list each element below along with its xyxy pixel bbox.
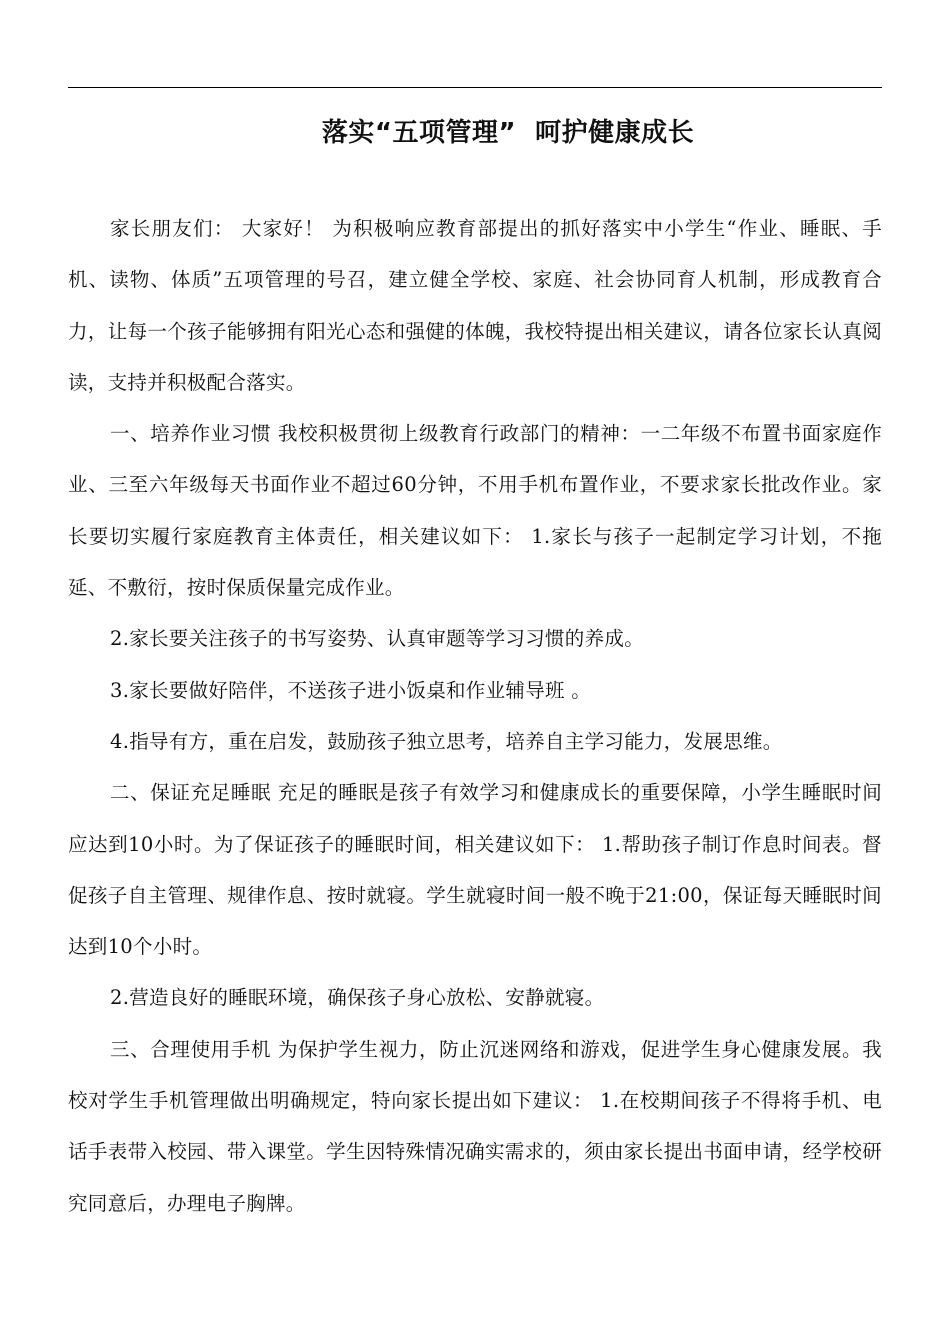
paragraph-homework-item-4: 4.指导有方，重在启发，鼓励孩子独立思考，培养自主学习能力，发展思维。	[110, 729, 783, 753]
document-title: 落实“五项管理” 呵护健康成长	[321, 118, 695, 149]
document-body	[68, 203, 882, 1229]
paragraph-greeting: 家长朋友们： 大家好！ 为积极响应教育部提出的抓好落实中小学生“作业、睡眠、手机、读物、体质”五项管理的号召，建立健全学校、家庭、社会协同育人机制，形成教育合力，让每一个孩子能够拥有阳光心态和强健的体魄，我校特提出相关建议，请各位家长认真阅读，支持并积极配合落实。	[68, 217, 882, 394]
paragraph-sleep: 二、保证充足睡眠 充足的睡眠是孩子有效学习和健康成长的重要保障，小学生睡眠时间应达到10小时。为了保证孩子的睡眠时间，相关建议如下： 1.帮助孩子制订作息时间表。督促孩子自主管理、规律作息、按时就寝。学生就寝时间一般不晚于21:00，保证每天睡眠时间达到10个小时。	[68, 781, 882, 959]
paragraph-homework: 一、培养作业习惯 我校积极贯彻上级教育行政部门的精神：一二年级不布置书面家庭作业、三至六年级每天书面作业不超过60分钟，不用手机布置作业，不要求家长批改作业。家长要切实履行家庭教育主体责任，相关建议如下： 1.家长与孩子一起制定学习计划，不拖延、不敷衍，按时保质保量完成作业。	[68, 422, 882, 600]
header-rule	[68, 87, 882, 88]
paragraph-sleep-item-2: 2.营造良好的睡眠环境，确保孩子身心放松、安静就寝。	[110, 986, 605, 1010]
paragraph-phone: 三、合理使用手机 为保护学生视力，防止沉迷网络和游戏，促进学生身心健康发展。我校对学生手机管理做出明确规定，特向家长提出如下建议： 1.在校期间孩子不得将手机、电话手表带入校园、带入课堂。学生因特殊情况确实需求的，须由家长提出书面申请，经学校研究同意后，办理电子胸牌。	[68, 1037, 882, 1215]
paragraph-homework-item-2: 2.家长要关注孩子的书写姿势、认真审题等学习习惯的养成。	[110, 627, 645, 651]
paragraph-homework-item-3: 3.家长要做好陪伴，不送孩子进小饭桌和作业辅导班 。	[110, 678, 592, 702]
